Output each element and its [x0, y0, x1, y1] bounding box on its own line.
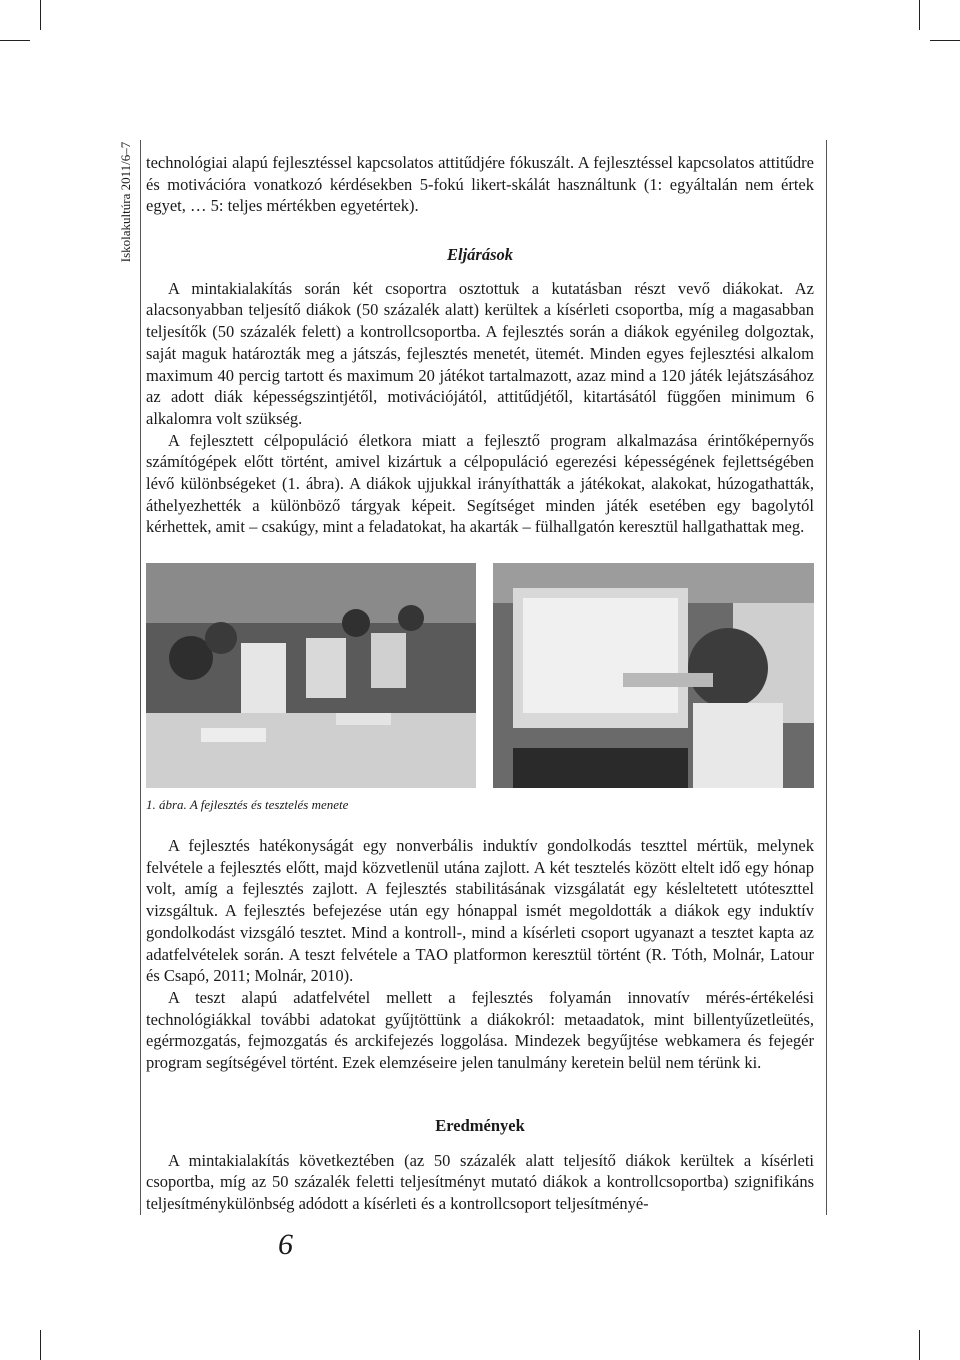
figure-photo-classroom: [146, 563, 476, 788]
figure-caption: 1. ábra. A fejlesztés és tesztelés menete: [146, 797, 349, 812]
intro-block: [146, 152, 814, 217]
crop-mark-top-right: [919, 0, 920, 30]
results-paragraph: A mintakialakítás következtében (az 50 százalék alatt teljesítő diákok kerültek a kísérleti csoportba, míg az 50 százalék feletti teljesítményt mutató diákok a kontrollcsoportba) szignifikáns teljesítménykülönbség adódott a kísérleti és a kontrollcsoport teljesítményé-: [146, 1150, 814, 1214]
section-procedures: [146, 244, 814, 538]
touchscreen-photo-illustration: [493, 563, 814, 788]
classroom-photo-illustration: [146, 563, 476, 788]
crop-mark-bottom-left: [40, 1330, 41, 1360]
running-head: [113, 142, 139, 272]
procedures-paragraph-2: A fejlesztett célpopuláció életkora miatt a fejlesztő program alkalmazása érintőképernyős számítógépek előtt történt, amivel kizártuk a célpopuláció egerezési képességének fejlettségében lévő különbségeket (1. ábra). A diákok ujjukkal irányíthatták a játékokat, alakokat, húzogathatták, áthelyezhették a különböző tárgyak képeit. Segítséget minden játék esetében egy bagolytól kérhettek, amit – csakúgy, mint a feladatokat, ha akarták – fülhallgatón keresztül hallgathattak meg.: [146, 430, 814, 537]
measurement-paragraph-2: A teszt alapú adatfelvétel mellett a fejlesztés folyamán innovatív mérés-értékelési technológiákkal további adatokat gyűjtöttünk a diákokról: metaadatok, mint billentyűzetleütés, egérmozgatás, fejmozgatás és arckifejezés loggolása. Mindezek begyűjtése webkamera és fejegér program segítségével történt. Ezek elemzéseire jelen tanulmány keretein belül nem térünk ki.: [146, 987, 814, 1073]
measurement-paragraph-1: A fejlesztés hatékonyságát egy nonverbális induktív gondolkodás teszttel mértük, melynek felvétele a fejlesztés előtt, majd közvetlenül utána zajlott. A két tesztelés között eltelt idő egy hónap volt, amíg a fejlesztés zajlott. A fejlesztés stabilitásának vizsgálatát egy késleltetett utóteszttel vizsgáltuk. A fejlesztés befejezése után egy hónappal ismét megoldották a diákok egy induktív gondolkodást vizsgáló tesztet. Mind a kontroll-, mind a kísérleti csoport ugyanazt a tesztet kapta az adatfelvételek során. A teszt felvétele a TAO platformon keresztül történt (R. Tóth, Molnár, Latour és Csapó, 2011; Molnár, 2010).: [146, 836, 814, 986]
intro-paragraph: technológiai alapú fejlesztéssel kapcsolatos attitűdjére fókuszált. A fejlesztéssel kapcsolatos attitűdre és motivációra vonatkozó kérdésekben 5-fokú likert-skálát használtunk (1: egyáltalán nem értek egyet, … 5: teljes mértékben egyetértek).: [146, 153, 814, 216]
right-column-rule: [826, 140, 827, 1215]
running-head-text: Iskolakultúra 2011/6–7: [118, 141, 133, 263]
section-heading-results: Eredmények: [435, 1116, 525, 1135]
procedures-paragraph-1: A mintakialakítás során két csoportra osztottuk a kutatásban részt vevő diákokat. Az alacsonyabban teljesítő diákok (50 százalék alatt) kerültek a kísérleti csoportba, míg a magasabban teljesítők (50 százalék felett) a kontrollcsoportba. A fejlesztés során a diákok egyénileg dolgoztak, saját maguk határozták meg a játszás, fejlesztés menetét, ütemét. Minden egyes fejlesztési alkalom maximum 40 percig tartott és maximum 20 játékot tartalmazott, azaz mind a 120 játék lejátszásához az adott diák képességszintjétől, motivációjától, attitűdjétől, kitartásától függően minimum 6 alkalomra volt szükség.: [146, 278, 814, 428]
section-measurement: [146, 835, 814, 1074]
section-heading-procedures: Eljárások: [446, 245, 514, 264]
crop-mark-top-left-h: [0, 40, 30, 41]
crop-mark-bottom-right: [919, 1330, 920, 1360]
page-number: 6: [278, 1228, 293, 1261]
figure-photo-touchscreen: [493, 563, 814, 788]
left-column-rule: [140, 140, 141, 1215]
crop-mark-top-right-h: [930, 40, 960, 41]
section-results: [146, 1115, 814, 1215]
crop-mark-top-left: [40, 0, 41, 30]
